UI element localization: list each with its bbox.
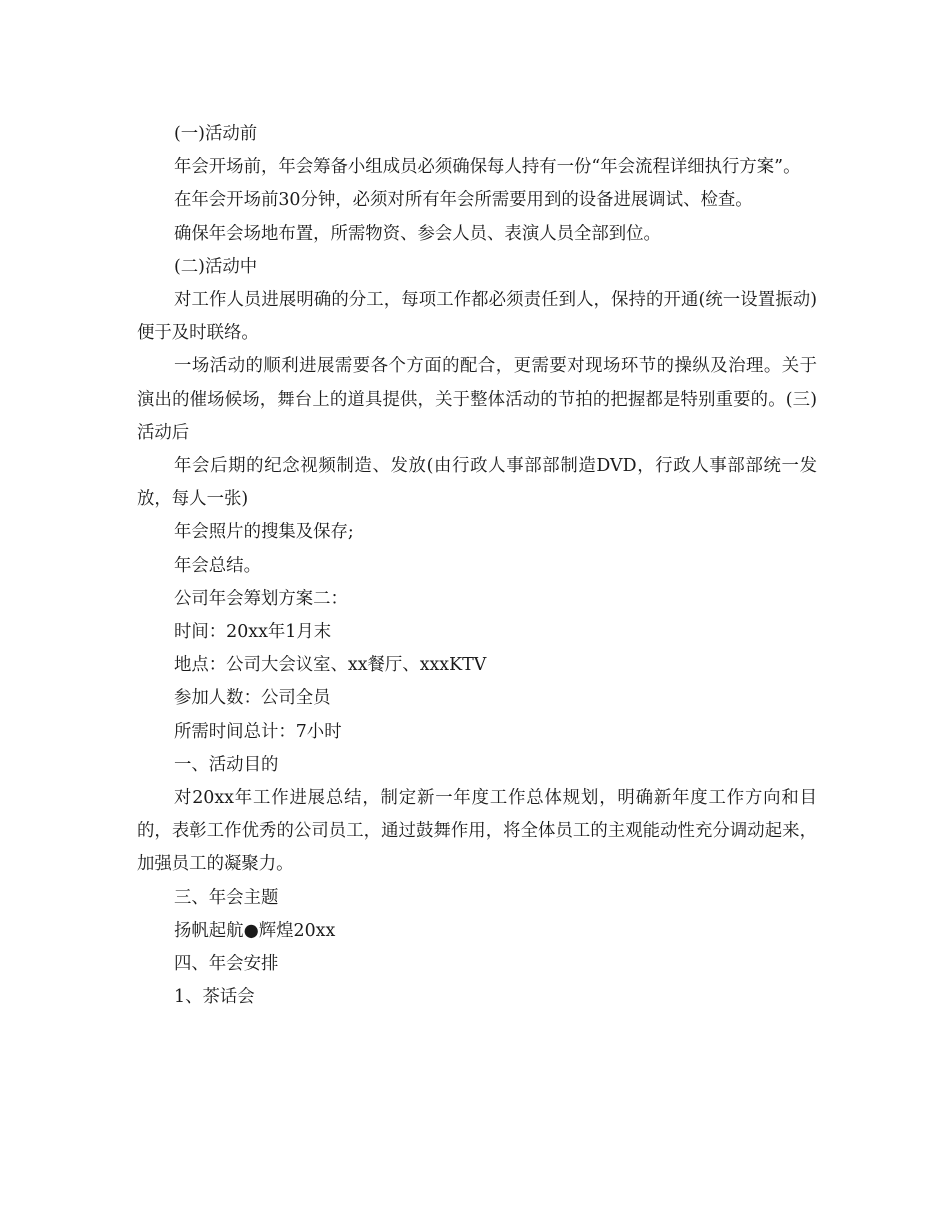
paragraph: 年会开场前，年会筹备小组成员必须确保每人持有一份“年会流程详细执行方案”。	[174, 157, 801, 178]
section-heading-before-event: (一)活动前	[174, 124, 258, 144]
duration-line: 所需时间总计：7小时	[174, 721, 342, 742]
document-body	[137, 118, 817, 1014]
paragraph: 年会照片的搜集及保存;	[174, 522, 354, 543]
list-item: 1、茶话会	[174, 987, 255, 1008]
theme-line: 扬帆起航●辉煌20xx	[174, 920, 336, 941]
paragraph: 对20xx年工作进展总结，制定新一年度工作总体规划，明确新年度工作方向和目的，表彰工作优秀的公司员工，通过鼓舞作用，将全体员工的主观能动性充分调动起来，加强员工的凝聚力。	[137, 788, 817, 875]
section-heading-during-event: (二)活动中	[174, 256, 258, 277]
paragraph: 在年会开场前30分钟，必须对所有年会所需要用到的设备进展调试、检查。	[174, 190, 753, 211]
time-line: 时间：20xx年1月末	[174, 622, 332, 643]
attendees-line: 参加人数：公司全员	[174, 688, 331, 709]
paragraph: 确保年会场地布置，所需物资、参会人员、表演人员全部到位。	[174, 223, 661, 244]
section-heading-purpose: 一、活动目的	[174, 754, 279, 775]
paragraph: 对工作人员进展明确的分工，每项工作都必须责任到人，保持的开通(统一设置振动)便于及时联络。	[137, 290, 817, 344]
location-line: 地点：公司大会议室、xx餐厅、xxxKTV	[174, 655, 487, 676]
paragraph: 年会总结。	[174, 555, 261, 576]
paragraph: 一场活动的顺利进展需要各个方面的配合，更需要对现场环节的操纵及治理。关于演出的催场候场，舞台上的道具提供，关于整体活动的节拍的把握都是特别重要的。(三)活动后	[137, 356, 817, 443]
plan-two-heading: 公司年会筹划方案二：	[174, 588, 348, 609]
paragraph: 年会后期的纪念视频制造、发放(由行政人事部部制造DVD，行政人事部部统一发放，每人一张)	[137, 456, 817, 510]
section-heading-theme: 三、年会主题	[174, 887, 279, 908]
section-heading-arrangement: 四、年会安排	[174, 954, 279, 975]
